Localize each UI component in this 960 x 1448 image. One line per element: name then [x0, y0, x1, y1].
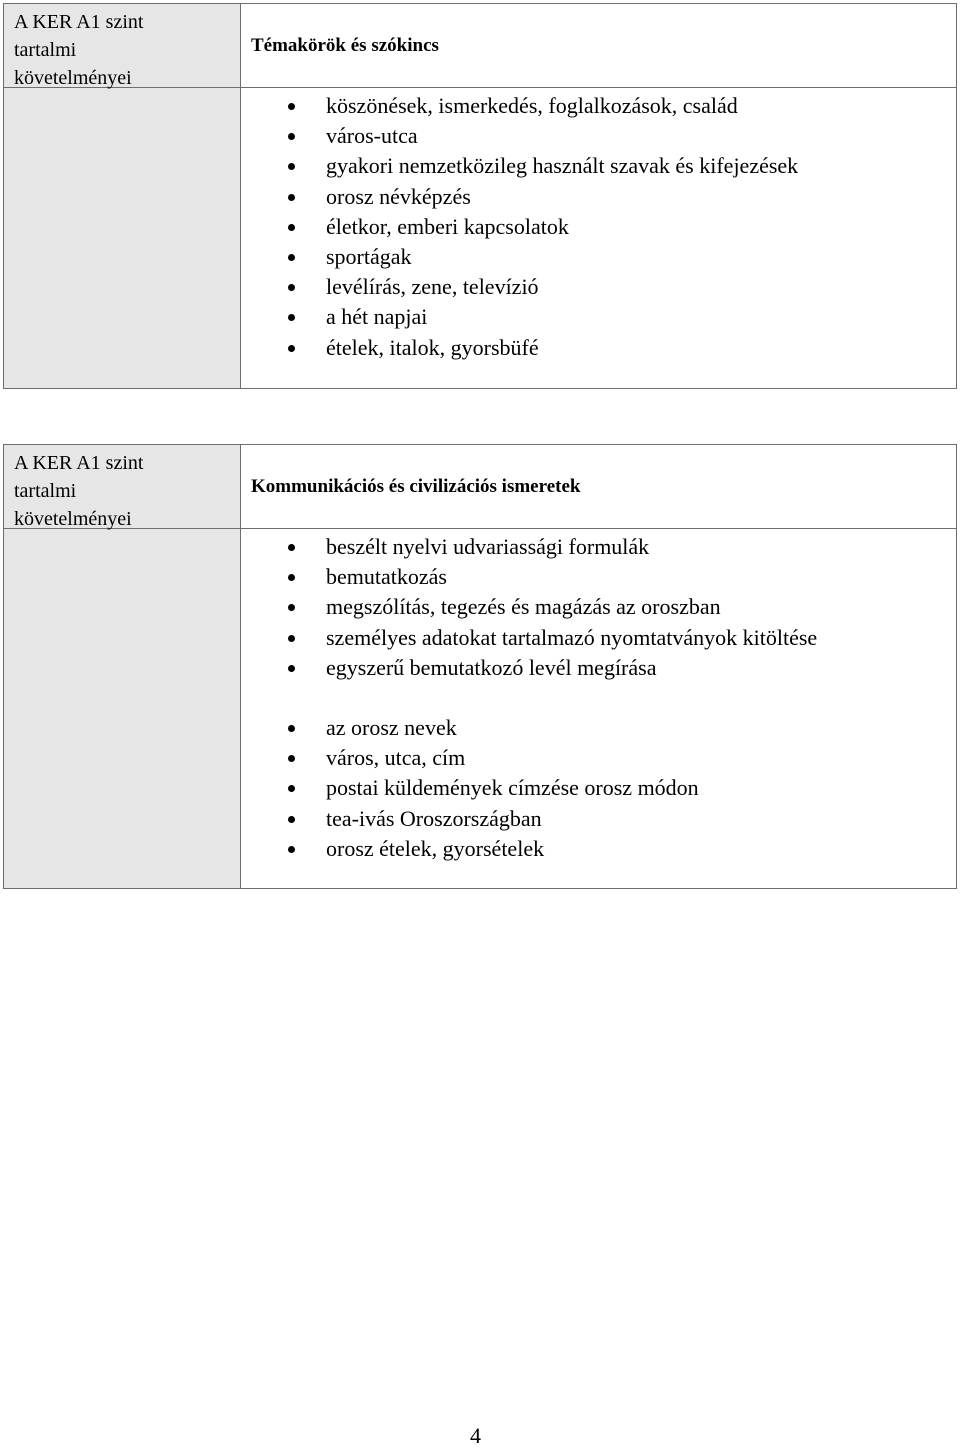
- list-item-text: város, utca, cím: [326, 745, 466, 771]
- left-header-line: tartalmi: [14, 39, 77, 61]
- list-item: [241, 121, 956, 151]
- list-item-text: a hét napjai: [326, 304, 428, 330]
- list-item-text: beszélt nyelvi udvariassági formulák: [326, 534, 650, 559]
- section-heading: Kommunikációs és civilizációs ismeretek: [241, 445, 956, 529]
- left-column: [4, 445, 241, 888]
- list-item: [241, 773, 956, 803]
- bullet-icon: [288, 635, 295, 642]
- bullet-icon: [288, 574, 295, 581]
- list-item: [241, 804, 956, 834]
- list-item: [241, 623, 956, 653]
- bullet-icon: [288, 665, 295, 672]
- list-item-text: bemutatkozás: [326, 564, 447, 590]
- list-item: [241, 212, 956, 242]
- right-column: [241, 4, 956, 388]
- civilization-list: [241, 713, 956, 864]
- list-item-text: postai küldemények címzése orosz módon: [326, 775, 699, 801]
- bullet-icon: [288, 785, 295, 792]
- left-header-line: A KER A1 szint: [14, 11, 144, 33]
- list-item-text: köszönések, ismerkedés, foglalkozások, család: [326, 93, 738, 118]
- page-number: 4: [470, 1423, 481, 1448]
- list-item: [241, 302, 956, 332]
- left-header-line: A KER A1 szint: [14, 452, 144, 474]
- table-section-topics: [3, 3, 957, 389]
- left-header-line: tartalmi: [14, 480, 77, 502]
- list-item-text: egyszerű bemutatkozó levél megírása: [326, 654, 657, 680]
- list-item-text: orosz ételek, gyorsételek: [326, 835, 545, 861]
- bullet-icon: [288, 846, 295, 853]
- list-item: [241, 151, 956, 181]
- list-item-text: életkor, emberi kapcsolatok: [326, 213, 569, 239]
- list-item-text: ételek, italok, gyorsbüfé: [326, 334, 539, 360]
- bullet-icon: [288, 284, 295, 291]
- list-item-text: az orosz nevek: [326, 715, 457, 741]
- section-body: [241, 88, 956, 363]
- list-item: [241, 592, 956, 622]
- bullet-icon: [288, 755, 295, 762]
- bullet-icon: [288, 725, 295, 732]
- list-item-text: város-utca: [326, 123, 418, 149]
- list-item: [241, 182, 956, 212]
- list-item: [241, 653, 956, 683]
- bullet-icon: [288, 345, 295, 352]
- topic-list: [241, 91, 956, 363]
- list-item: [241, 743, 956, 773]
- list-item: [241, 713, 956, 743]
- bullet-icon: [288, 224, 295, 231]
- section-body: [241, 529, 956, 864]
- list-item-text: gyakori nemzetközileg használt szavak és kifejezések: [326, 153, 799, 179]
- list-item-text: személyes adatokat tartalmazó nyomtatványok kitöltése: [326, 624, 818, 650]
- bullet-icon: [288, 604, 295, 611]
- list-item: [241, 333, 956, 363]
- bullet-icon: [288, 194, 295, 201]
- list-item-text: sportágak: [326, 244, 412, 270]
- list-item-text: orosz névképzés: [326, 183, 471, 209]
- table-section-communication: [3, 444, 957, 889]
- list-item-text: megszólítás, tegezés és magázás az oroszban: [326, 594, 721, 620]
- left-header: [4, 4, 240, 88]
- list-item: [241, 834, 956, 864]
- left-column: [4, 4, 241, 388]
- left-header: [4, 445, 240, 529]
- left-header-line: követelményei: [14, 67, 132, 89]
- communication-list: [241, 532, 956, 683]
- section-heading: Témakörök és szókincs: [241, 4, 956, 88]
- list-item: [241, 562, 956, 592]
- list-item-text: tea-ivás Oroszországban: [326, 805, 542, 831]
- list-item: [241, 91, 956, 121]
- left-header-line: követelményei: [14, 508, 132, 530]
- bullet-icon: [288, 314, 295, 321]
- list-item: [241, 242, 956, 272]
- right-column: [241, 445, 956, 888]
- bullet-icon: [288, 163, 295, 170]
- bullet-icon: [288, 103, 295, 110]
- bullet-icon: [288, 133, 295, 140]
- bullet-icon: [288, 816, 295, 823]
- bullet-icon: [288, 544, 295, 551]
- list-item: [241, 272, 956, 302]
- list-item: [241, 532, 956, 562]
- bullet-icon: [288, 254, 295, 261]
- list-item-text: levélírás, zene, televízió: [326, 274, 539, 300]
